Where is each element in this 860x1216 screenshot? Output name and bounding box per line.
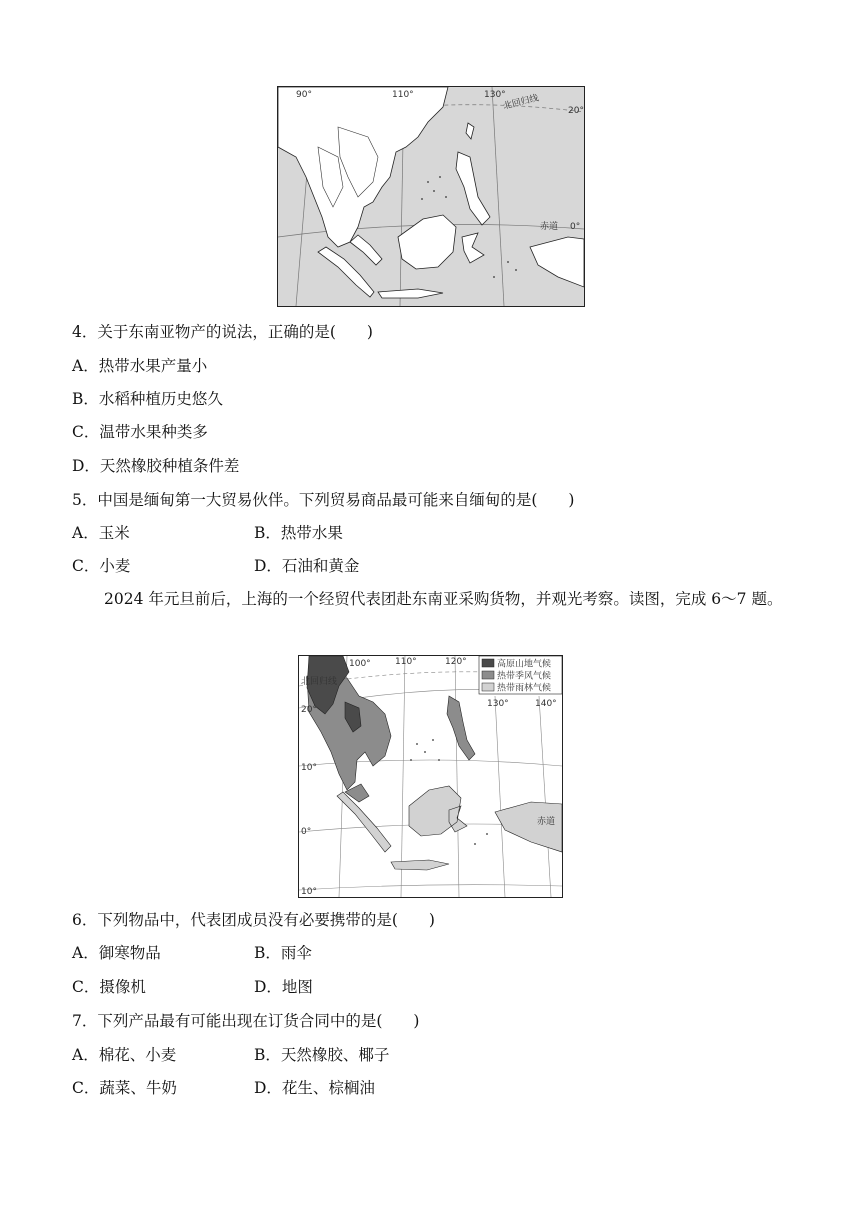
q7-option-a: A．棉花、小麦: [72, 1046, 177, 1064]
map2-equator-label: 赤道: [537, 817, 556, 827]
map2-lon-140: 140°: [535, 699, 557, 709]
map2-lat-10: 10°: [301, 763, 317, 773]
q6-stem: 6．下列物品中，代表团成员没有必要携带的是( ): [72, 911, 435, 929]
map2-lat-10s: 10°: [301, 887, 317, 897]
q5-stem: 5．中国是缅甸第一大贸易伙伴。下列贸易商品最可能来自缅甸的是( ): [72, 491, 575, 509]
map2-tropic-label: 北回归线: [301, 677, 338, 687]
q7-stem: 7．下列产品最有可能出现在订货合同中的是( ): [72, 1012, 420, 1030]
q6-option-d: D．地图: [254, 978, 313, 996]
legend-monsoon: 热带季风气候: [497, 671, 552, 682]
southeast-asia-climate-map: [298, 655, 563, 898]
map1-lon-90: 90°: [296, 90, 312, 100]
q4-option-d: D．天然橡胶种植条件差: [72, 457, 240, 475]
q4-stem: 4．关于东南亚物产的说法，正确的是( ): [72, 323, 373, 341]
map2-lon-120: 120°: [445, 657, 467, 667]
q6-option-a: A．御寒物品: [72, 944, 161, 962]
q7-option-c: C．蔬菜、牛奶: [72, 1079, 177, 1097]
legend-swatch-monsoon: [482, 671, 494, 679]
legend-plateau: 高原山地气候: [497, 659, 552, 670]
q5-option-d: D．石油和黄金: [254, 557, 360, 575]
q5-option-b: B．热带水果: [254, 524, 343, 542]
q6-option-b: B．雨伞: [254, 944, 312, 962]
legend-swatch-rainforest: [482, 683, 494, 691]
q5-option-a: A．玉米: [72, 524, 130, 542]
q4-option-c: C．温带水果种类多: [72, 423, 208, 441]
map2-lat-20: 20°: [301, 705, 317, 715]
map2-lon-130: 130°: [487, 699, 509, 709]
q5-option-c: C．小麦: [72, 557, 131, 575]
southeast-asia-map-1: [277, 86, 585, 307]
map2-lat-0: 0°: [301, 827, 312, 837]
map2-lon-100: 100°: [349, 659, 371, 669]
q4-option-b: B．水稻种植历史悠久: [72, 390, 223, 408]
legend-swatch-plateau: [482, 659, 494, 667]
map1-lon-110: 110°: [392, 90, 414, 100]
map1-lat-20: 20°: [568, 106, 584, 116]
map1-lon-130: 130°: [484, 90, 506, 100]
map1-tropic-label: 北回归线: [502, 93, 540, 112]
map2-lon-110: 110°: [395, 657, 417, 667]
map1-lat-0: 0°: [570, 222, 581, 232]
q6-option-c: C．摄像机: [72, 978, 146, 996]
map1-equator-label: 赤道: [540, 222, 559, 232]
q7-option-d: D．花生、棕榈油: [254, 1079, 375, 1097]
q4-option-a: A．热带水果产量小: [72, 357, 208, 375]
intro-paragraph: 2024 年元旦前后，上海的一个经贸代表团赴东南亚采购货物，并观光考察。读图，完成 6～7 题。: [104, 590, 783, 608]
legend-rainforest: 热带雨林气候: [497, 683, 552, 694]
q7-option-b: B．天然橡胶、椰子: [254, 1046, 390, 1064]
